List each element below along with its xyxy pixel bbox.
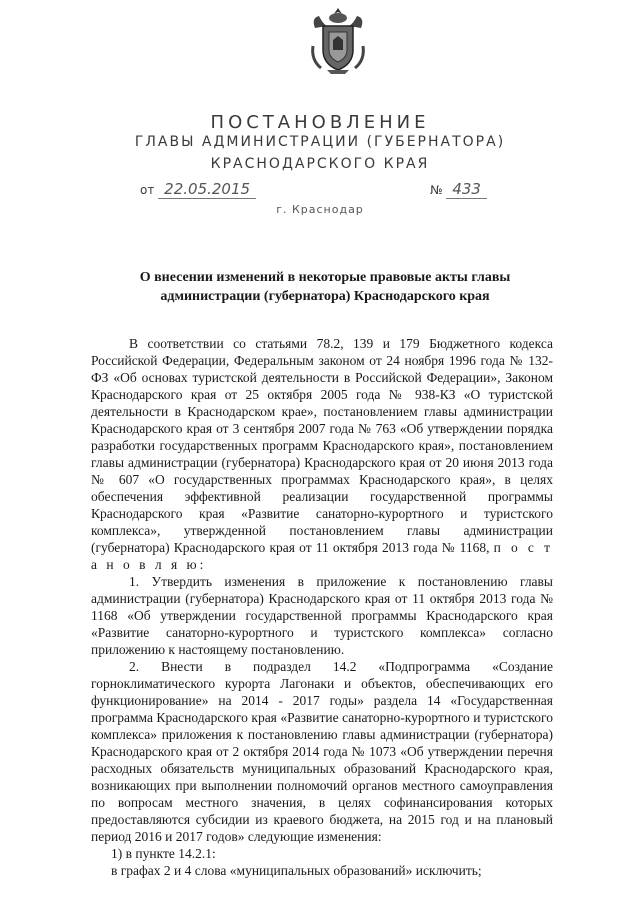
item-2-paragraph: 2. Внести в подраздел 14.2 «Подпрограмма «Создание горноклиматического курорта Лагонаки и объектов, обеспечивающих его функционирование» на 2014 - 2017 годы» раздела 14 «Государственная программа Краснодарского края «Развитие санаторно-курортного и туристского комплекса» приложения к постановлению главы администрации (губернатора) Краснодарского края от 2 октября 2014 года № 1073 «Об утверждении перечня расходных обязательств муниципальных образований Краснодарского края, возникающих при выполнении полномочий органов местного самоуправления по вопросам местного значения, в целях софинансирования которых предоставляются субсидии из краевого бюджета, на 2015 год и на плановый период 2016 и 2017 годов» следующие изменения: xyxy=(91,659,553,844)
issuer-line-1: ГЛАВЫ АДМИНИСТРАЦИИ (ГУБЕРНАТОРА) xyxy=(134,134,506,150)
number-prefix: № xyxy=(430,183,443,197)
preamble-paragraph xyxy=(91,335,553,573)
resolve-word: п о с т а н о в л я ю: xyxy=(91,540,553,572)
document-title: О внесении изменений в некоторые правовые акты главы администрации (губернатора) Краснодарского края xyxy=(139,270,511,304)
coat-of-arms-emblem xyxy=(309,6,367,76)
date-prefix: от xyxy=(140,183,155,197)
date-value: 22.05.2015 xyxy=(158,180,256,199)
number-row xyxy=(430,180,487,198)
document-type-heading: ПОСТАНОВЛЕНИЕ xyxy=(210,112,430,133)
preamble-text: В соответствии со статьями 78.2, 139 и 179 Бюджетного кодекса Российской Федерации, Федеральным законом от 24 ноября 1996 года № 132-ФЗ «Об основах туристской деятельности в Российской Федерации», Законом Краснодарского края от 25 октября 2005 года № 938-КЗ «О туристской деятельности в Краснодарском крае», постановлением главы администрации Краснодарского края от 3 сентября 2007 года № 763 «Об утверждении порядка разработки государственных программ Краснодарского края», постановлением главы администрации (губернатора) Краснодарского края от 20 июня 2013 года № 607 «О государственных программах Краснодарского края», в целях обеспечения эффективной реализации государственной программы Краснодарского края «Развитие санаторно-курортного и туристского комплекса», утвержденной постановлением главы администрации (губернатора) Краснодарского края от 11 октября 2013 года № 1168, xyxy=(91,336,553,555)
document-body xyxy=(91,335,553,879)
subitem-1-heading: 1) в пункте 14.2.1: xyxy=(111,846,216,861)
number-value: 433 xyxy=(446,180,487,199)
date-row xyxy=(140,180,256,198)
issuer-line-2: КРАСНОДАРСКОГО КРАЯ xyxy=(210,156,430,172)
subitem-1-text: в графах 2 и 4 слова «муниципальных образований» исключить; xyxy=(111,863,482,878)
place-of-issue: г. Краснодар xyxy=(276,203,364,216)
item-1-paragraph: 1. Утвердить изменения в приложение к постановлению главы администрации (губернатора) Краснодарского края от 11 октября 2013 года № 1168 «Об утверждении государственной программы Краснодарского края «Развитие санаторно-курортного и туристского комплекса» согласно приложению к настоящему постановлению. xyxy=(91,574,553,657)
